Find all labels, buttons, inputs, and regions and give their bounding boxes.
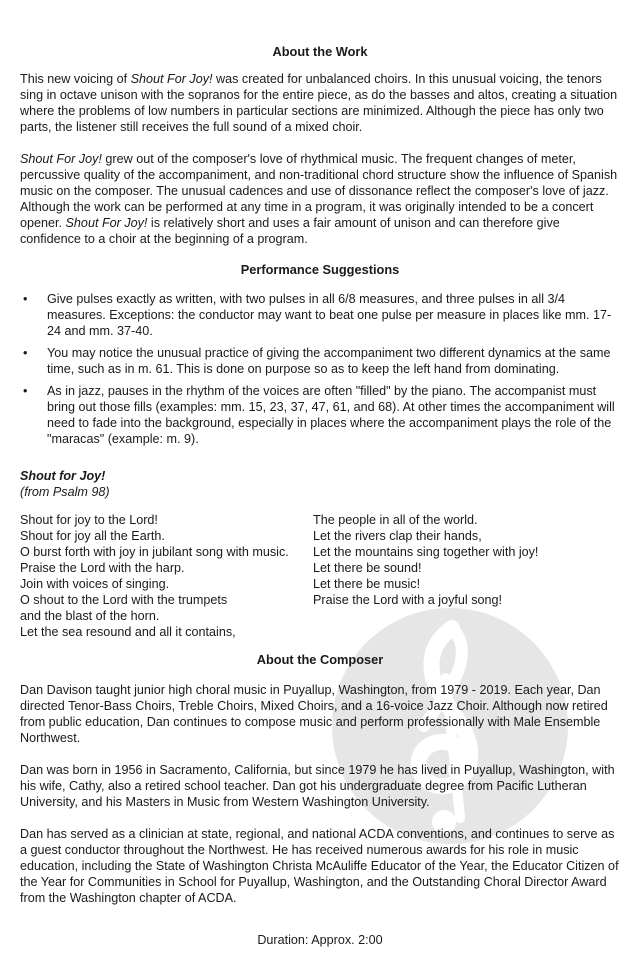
lyric-line: Let the mountains sing together with joy! [313,545,539,559]
list-item-text: As in jazz, pauses in the rhythm of the voices are often "filled" by the piano. The accompanist must bring out those fills (examples: mm. 15, 23, 37, 47, 61, and 68). At other times the accompaniment will need to fade into the background, especially in places where the accompaniment plays the role of the "maracas" (example: m. 9). [47,384,615,446]
list-item [20,345,620,377]
about-composer-paragraph-1: Dan Davison taught junior high choral music in Puyallup, Washington, from 1979 - 2019. Each year, Dan directed Tenor-Bass Choirs, Treble Choirs, Mixed Choirs, and a 16-voice Jazz Choir. Although now retired from public education, Dan continues to compose music and perform professionally with Male Ensemble Northwest. [20,683,608,745]
lyric-line: Shout for joy all the Earth. [20,529,165,543]
bullet-icon: • [23,346,28,360]
text: is relatively short and uses a fair amount of unison and can therefore give confidence to a choir at the beginning of a program. [20,216,560,246]
lyric-line: Let the sea resound and all it contains, [20,625,236,639]
lyric-line: Praise the Lord with the harp. [20,561,185,575]
lyric-line: O shout to the Lord with the trumpets [20,593,228,607]
lyric-line: Let there be sound! [313,561,422,575]
about-work-paragraph-2 [20,151,620,247]
work-title-italic: Shout For Joy! [65,216,148,230]
lyric-line: Let the rivers clap their hands, [313,529,482,543]
lyrics-header [20,468,110,500]
lyric-line: Join with voices of singing. [20,577,170,591]
about-composer-paragraph-2: Dan was born in 1956 in Sacramento, California, but since 1979 he has lived in Puyallup, Washington, with his wife, Cathy, also a retired school teacher. Dan got his undergraduate degree from Pacific Lutheran University, and his Masters in Music from Western Washington University. [20,763,615,809]
lyrics-column-right [313,512,613,640]
bullet-icon: • [23,384,28,398]
performance-suggestions-list [20,291,620,453]
text: This new voicing of [20,72,131,86]
lyric-line: Shout for joy to the Lord! [20,513,158,527]
about-work-heading: About the Work [272,44,368,59]
text: grew out of the composer's love of rhythmical music. The frequent changes of meter, percussive quality of the accompaniment, and non-traditional chord structure show the influence of Spanish music on the composer. The unusual cadences and use of dissonance reflect the composer's love of jazz. Although the work can be performed at any time in a program, it was originally intended to be a concert opener. [20,152,618,230]
list-item [20,291,620,339]
list-item-text: You may notice the unusual practice of giving the accompaniment two different dynamics at the same time, such as in m. 61. This is done on purpose so as to keep the left hand from dominating. [47,346,611,376]
lyric-line: O burst forth with joy in jubilant song with music. [20,545,289,559]
duration-text: Duration: Approx. 2:00 [257,933,383,947]
lyric-line: and the blast of the horn. [20,609,160,623]
text: was created for unbalanced choirs. In this unusual voicing, the tenors sing in octave unison with the sopranos for the entire piece, as do the basses and altos, creating a situation where the problems of low numbers in particular sections are minimized. Although the piece has only two parts, the listener still receives the full sound of a mixed choir. [20,72,618,134]
work-title-italic: Shout For Joy! [20,152,102,166]
lyric-line: Let there be music! [313,577,421,591]
lyrics-text [20,512,620,640]
lyrics-source: (from Psalm 98) [20,485,110,499]
lyric-line: Praise the Lord with a joyful song! [313,593,503,607]
about-work-paragraph-1 [20,71,620,135]
work-title-italic: Shout For Joy! [130,72,213,86]
bullet-icon: • [23,292,28,306]
lyric-line: The people in all of the world. [313,513,478,527]
lyrics-title: Shout for Joy! [20,469,106,483]
list-item-text: Give pulses exactly as written, with two pulses in all 6/8 measures, and three pulses in all 3/4 measures. Exceptions: the conductor may want to beat one pulse per measure in places like mm. 17-24 and mm. 37-40. [47,292,612,338]
lyrics-column-left [20,512,313,640]
performance-suggestions-heading: Performance Suggestions [240,262,400,277]
list-item [20,383,620,447]
about-composer-paragraph-3: Dan has served as a clinician at state, regional, and national ACDA conventions, and continues to serve as a guest conductor throughout the Northwest. He has received numerous awards for his role in music education, including the State of Washington Christa McAuliffe Educator of the Year, the Educator Citizen of the Year for Communities in School for Puyallup, Washington, and the Outstanding Choral Director Award from the Washington chapter of ACDA. [20,827,619,905]
about-composer-heading: About the Composer [256,652,384,667]
